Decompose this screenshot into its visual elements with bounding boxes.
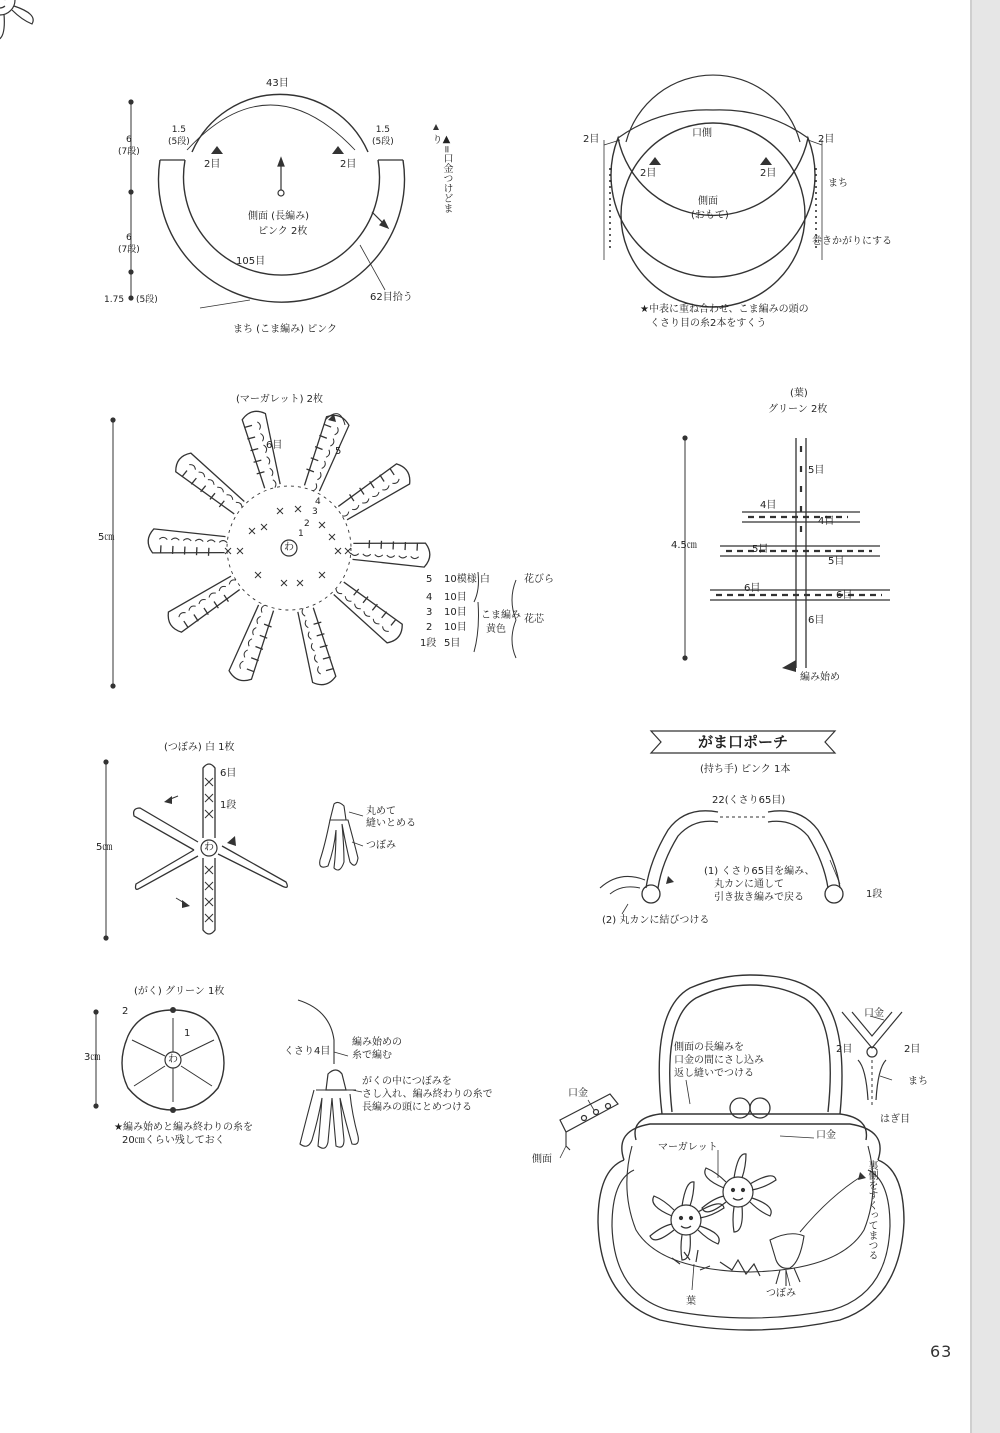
assembly-gusset: まち <box>828 178 848 189</box>
finish-frame-b: 口金 <box>816 1130 836 1141</box>
finish-frame-a: 口金 <box>568 1088 588 1099</box>
calyx-note-1: ★編み始めと編み終わりの糸を <box>114 1122 253 1133</box>
finish-side-a: 側面 <box>532 1154 552 1165</box>
legend-mid2: 黄色 <box>486 624 506 635</box>
handle-title: (持ち手) ピンク 1本 <box>700 764 791 775</box>
finish-gusset: まち <box>908 1076 928 1087</box>
margaret-row-3: 3 <box>312 507 318 517</box>
bud-size: 5㎝ <box>96 842 113 853</box>
finish-seam: はぎ目 <box>880 1114 910 1125</box>
handle-row: 1段 <box>866 889 883 900</box>
margaret-ring: わ <box>284 542 294 553</box>
dim-bottom: 1.75 <box>104 295 125 305</box>
calyx-insert-2: さし入れ、編み終わりの糸で <box>362 1089 493 1100</box>
margaret-title: (マーガレット) 2枚 <box>236 394 324 405</box>
finish-bud: つぼみ <box>766 1288 796 1299</box>
calyx-insert-3: 長編みの頭にとめつける <box>362 1102 472 1113</box>
side-right-stitch: 2目 <box>340 159 357 170</box>
calyx-n2: 2 <box>122 1006 129 1017</box>
calyx-title: (がく) グリーン 1枚 <box>134 986 225 997</box>
finish-left-stitch: 2目 <box>836 1044 853 1055</box>
finish-margaret: マーガレット <box>658 1142 718 1153</box>
gamaguchi-title: がま口ポーチ <box>697 732 788 751</box>
leaf-label-2: 4目 <box>760 500 777 511</box>
legend-center: 花芯 <box>524 614 544 625</box>
leaf-size: 4.5㎝ <box>671 540 697 551</box>
legend-count-1: 5目 <box>444 638 461 649</box>
leaf-sub: グリーン 2枚 <box>768 404 828 415</box>
handle-step1-c: 引き抜き編みで戻る <box>714 892 804 903</box>
assembly-diagram <box>604 75 822 307</box>
bud-ring: わ <box>204 842 214 853</box>
calyx-chain: くさり4目 <box>284 1046 331 1057</box>
finish-leaf: 葉 <box>686 1296 696 1307</box>
finish-right-stitch: 2目 <box>904 1044 921 1055</box>
assembly-right-outer: 2目 <box>818 134 835 145</box>
bud-note-1: 丸めて <box>366 806 396 817</box>
side-center-sub: ピンク 2枚 <box>258 226 308 237</box>
legend-row-1: 1段 <box>420 638 437 649</box>
side-marker-note: ▲=口金つけどまり <box>430 134 452 214</box>
calyx-start-2: 糸で編む <box>352 1050 392 1061</box>
assembly-note-2: くさり目の糸2本をすくう <box>650 318 767 329</box>
side-pickup: 62目拾う <box>370 292 413 303</box>
bud-title: (つぼみ) 白 1枚 <box>164 742 235 753</box>
page-number: 63 <box>930 1342 953 1361</box>
finish-sew-1: 側面の長編みを <box>674 1042 744 1053</box>
legend-count-4: 10目 <box>444 592 467 603</box>
margaret-diagram <box>0 0 516 688</box>
side-right-offset: 1.5 (5段) <box>372 125 394 147</box>
calyx-start-1: 編み始めの <box>352 1037 402 1048</box>
assembly-whip: 巻きかがりにする <box>812 236 892 247</box>
legend-petal: 花びら <box>524 574 554 585</box>
bud-top: 6目 <box>220 768 237 779</box>
margaret-row-1: 1 <box>298 529 304 539</box>
margaret-size: 5㎝ <box>98 532 115 543</box>
calyx-n1: 1 <box>184 1028 191 1039</box>
legend-count-2: 10目 <box>444 622 467 633</box>
margaret-row-4: 4 <box>315 497 321 507</box>
calyx-size: 3㎝ <box>84 1052 101 1063</box>
assembly-center-title: 側面 <box>698 196 718 207</box>
finish-sew-2: 口金の間にさし込み <box>674 1055 764 1066</box>
leaf-title: (葉) <box>790 388 808 399</box>
handle-step2: (2) 丸カンに結びつける <box>602 915 710 926</box>
assembly-note-1: ★中表に重ね合わせ、こま編みの頭の <box>640 304 809 315</box>
legend-row-4: 4 <box>426 592 433 603</box>
side-left-offset: 1.5 (5段) <box>168 125 190 147</box>
legend-row-5: 5 <box>426 574 433 585</box>
legend-mid: こま編み <box>481 610 521 621</box>
margaret-label-6: 6目 <box>266 440 283 451</box>
handle-step1-b: 丸カンに通して <box>714 879 784 890</box>
leaf-label-8: 6目 <box>808 615 825 626</box>
dim-top: 6 (7段) <box>118 135 140 157</box>
handle-step1-a: (1) くさり65目を編み、 <box>704 866 815 877</box>
bud-diagram <box>104 760 363 940</box>
margaret-label-5: 5 <box>335 446 342 457</box>
margaret-row-2: 2 <box>304 519 310 529</box>
calyx-note-2: 20㎝くらい残しておく <box>122 1135 225 1146</box>
side-center-title: 側面 (長編み) <box>248 211 309 222</box>
bud-row: 1段 <box>220 800 237 811</box>
dim-bottom-rows: (5段) <box>136 295 158 305</box>
leaf-label-4: 5目 <box>752 544 769 555</box>
leaf-label-3: 4目 <box>818 516 835 527</box>
leaf-diagram <box>683 436 890 672</box>
bud-label: つぼみ <box>366 840 396 851</box>
leaf-start: 編み始め <box>800 672 840 683</box>
handle-count: 22(くさり65目) <box>712 795 786 806</box>
legend-count-3: 10目 <box>444 607 467 618</box>
assembly-right-inner: 2目 <box>760 168 777 179</box>
leaf-label-1: 5目 <box>808 465 825 476</box>
legend-count-5: 10模様 白 <box>444 574 490 585</box>
page-edge-shadow <box>972 0 1000 1433</box>
finish-back-note: 裏側をすくってまつる <box>866 1160 877 1260</box>
legend-row-3: 3 <box>426 607 433 618</box>
finish-sew-3: 返し縫いでつける <box>674 1068 754 1079</box>
finish-frame-c: 口金 <box>864 1008 884 1019</box>
assembly-mouth: 口側 <box>692 128 712 139</box>
side-gusset: まち (こま編み) ピンク <box>233 324 337 335</box>
assembly-left-outer: 2目 <box>583 134 600 145</box>
leaf-label-6: 6目 <box>744 583 761 594</box>
calyx-ring: わ <box>168 1054 178 1065</box>
dim-mid: 6 (7段) <box>118 233 140 255</box>
assembly-left-inner: 2目 <box>640 168 657 179</box>
assembly-center-sub: (おもて) <box>691 210 729 221</box>
side-left-stitch: 2目 <box>204 159 221 170</box>
leaf-label-5: 5目 <box>828 556 845 567</box>
bud-note-2: 縫いとめる <box>366 818 416 829</box>
calyx-insert-1: がくの中につぼみを <box>362 1076 452 1087</box>
side-bottom-count: 105目 <box>236 256 266 267</box>
leaf-label-7: 6目 <box>836 590 853 601</box>
side-top-count: 43目 <box>266 78 289 89</box>
legend-row-2: 2 <box>426 622 433 633</box>
